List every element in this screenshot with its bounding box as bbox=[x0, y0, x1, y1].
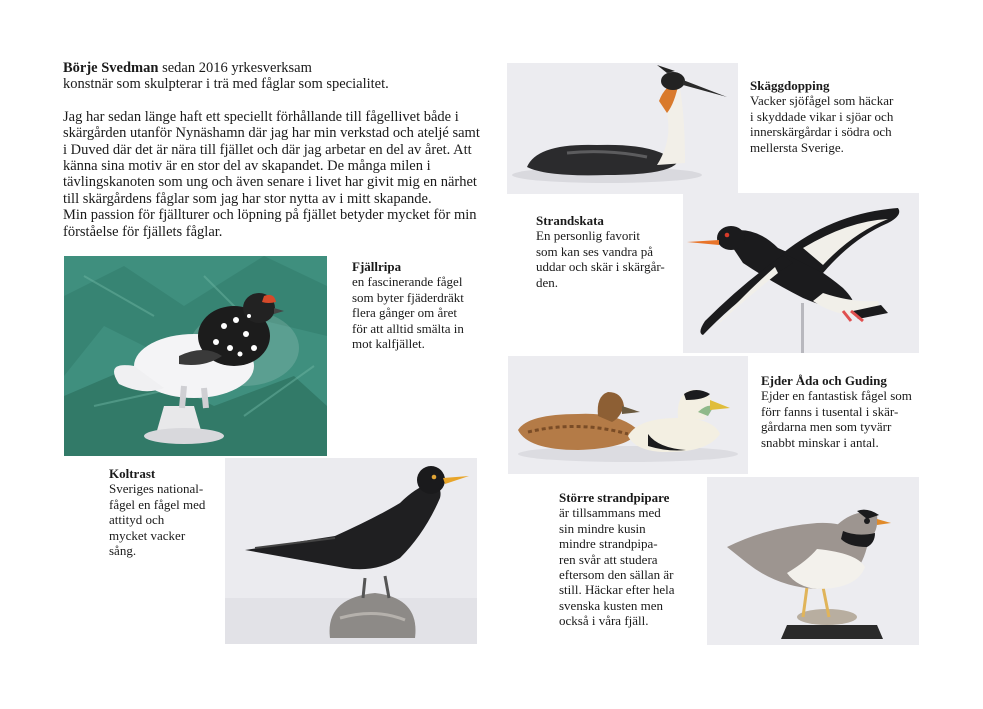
intro-line1 bbox=[63, 60, 483, 76]
fjallripa-caption bbox=[352, 259, 492, 351]
intro-line1-rest: sedan 2016 yrkesverksam bbox=[158, 60, 312, 76]
author-name: Börje Svedman bbox=[63, 60, 159, 76]
oystercatcher-sculpture-photo bbox=[683, 193, 919, 353]
intro-paragraph: Jag har sedan länge haft ett speciellt förhållande till fågellivet både i skärgården utanför Nynäshamn där jag har min verkstad och ateljé samt i Duved där det är nära till fjället och där jag arbetar en del av året. Att känna sina motiv är en stor del av skapandet. De många milen i tävlingskanoten som ung och även senare i livet har givit mig en närhet till skärgårdens fåglar som jag har stor nytta av i mitt skapande. bbox=[63, 108, 480, 207]
eider-sculpture-photo bbox=[508, 356, 748, 474]
skaggdopping-caption bbox=[750, 78, 925, 155]
koltrast-title: Koltrast bbox=[109, 466, 156, 481]
strandpipare-title: Större strandpipare bbox=[559, 490, 670, 505]
koltrast-caption bbox=[109, 466, 221, 558]
ejder-title: Ejder Åda och Guding bbox=[761, 373, 887, 388]
strandskata-text: En personlig favorit som kan ses vandra på uddar och skär i skärgår- den. bbox=[536, 228, 665, 290]
ejder-caption bbox=[761, 373, 931, 450]
plover-sculpture-photo bbox=[707, 477, 919, 645]
blackbird-sculpture-photo bbox=[225, 458, 477, 644]
intro-line2: konstnär som skulpterar i trä med fåglar som specialitet. bbox=[63, 76, 389, 93]
ejder-text: Ejder en fantastisk fågel som förr fanns i tusental i skär- gårdarna men som tyvärr snabbt minskar i antal. bbox=[761, 388, 912, 450]
strandpipare-caption bbox=[559, 490, 709, 629]
ptarmigan-sculpture-photo bbox=[64, 256, 327, 456]
fjallripa-text: en fascinerande fågel som byter fjäderdräkt flera gånger om året för att alltid smälta in mot kalfjället. bbox=[352, 274, 464, 352]
strandskata-caption bbox=[536, 213, 686, 290]
fjallripa-title: Fjällripa bbox=[352, 259, 402, 274]
skaggdopping-text: Vacker sjöfågel som häckar i skyddade vikar i sjöar och innerskärgårdar i södra och mellersta Sverige. bbox=[750, 93, 894, 155]
strandpipare-text: är tillsammans med sin mindre kusin mindre strandpipa- ren svår att studera eftersom den sällan är still. Häckar efter hela svenska kusten men också i våra fjäll. bbox=[559, 505, 675, 629]
intro-text bbox=[63, 60, 483, 240]
koltrast-text: Sveriges national- fågel en fågel med attityd och mycket vacker sång. bbox=[109, 481, 206, 559]
intro-paragraph-2: Min passion för fjällturer och löpning på fjället betyder mycket för min förståelse för fjällets fåglar. bbox=[63, 207, 477, 240]
strandskata-title: Strandskata bbox=[536, 213, 604, 228]
grebe-sculpture-photo bbox=[507, 63, 738, 194]
skaggdopping-title: Skäggdopping bbox=[750, 78, 830, 93]
